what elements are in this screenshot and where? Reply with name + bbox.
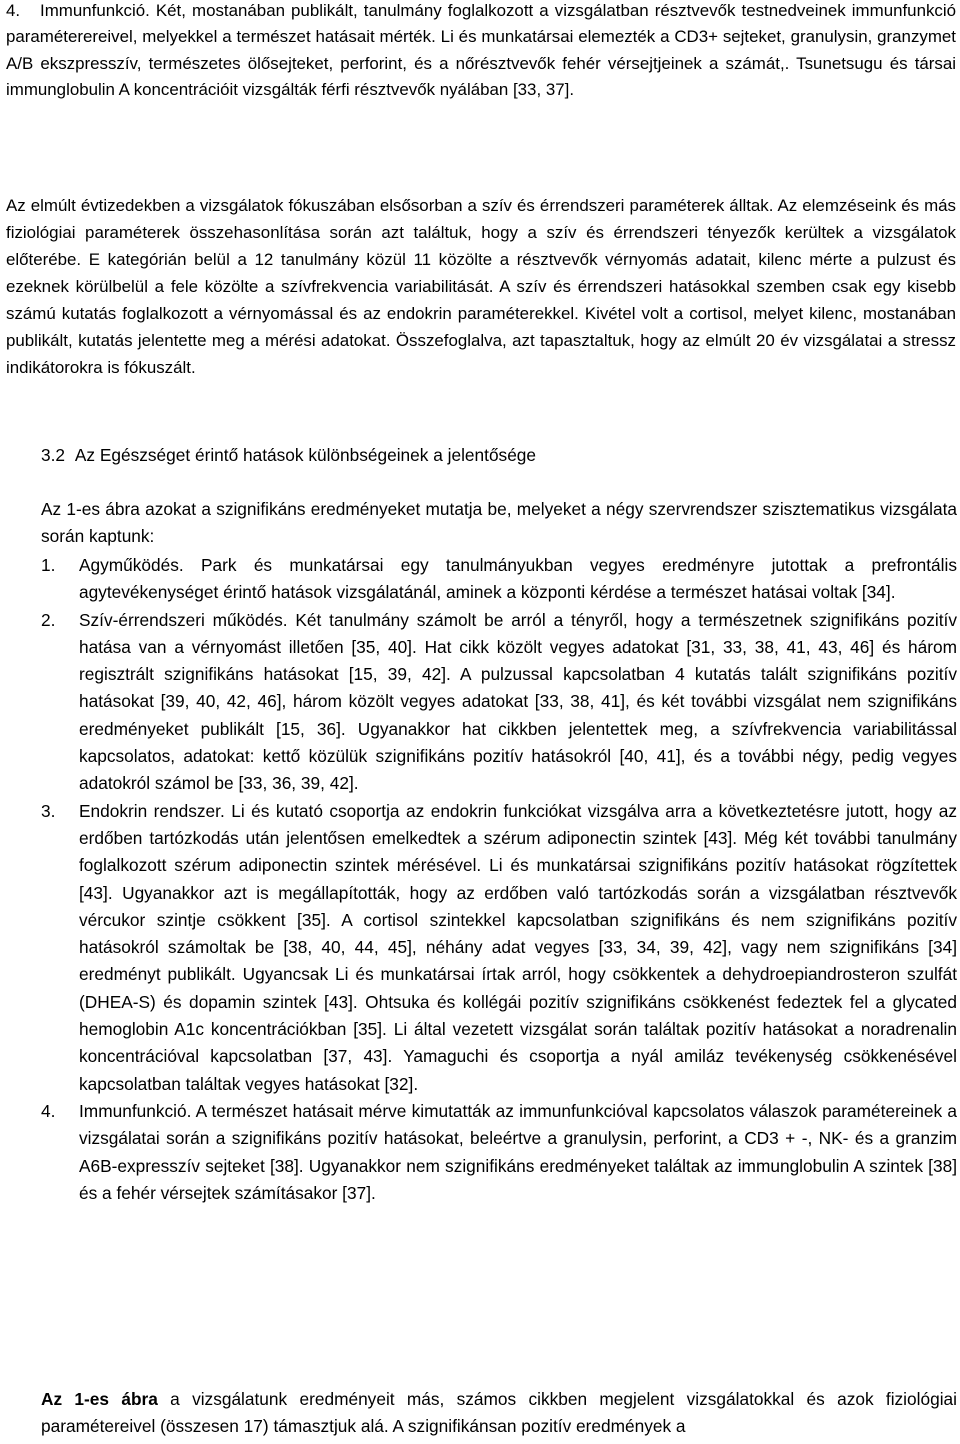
figure-reference: Az 1-es ábra: [41, 1389, 158, 1409]
list-number: 4.: [6, 1, 21, 20]
list-item-text: Agyműködés. Park és munkatársai egy tanulmányukban vegyes eredményre jutottak a prefrontális agytevékenységet érintő hatások vizsgálatánál, aminek a központi kérdése a természet hatásai voltak [34].: [79, 555, 957, 603]
list-number: 3.: [41, 800, 56, 821]
closing-paragraph: [41, 1386, 957, 1441]
list-item: [41, 1098, 957, 1207]
list-item-text: Endokrin rendszer. Li és kutató csoportja az endokrin funkciókat vizsgálva arra a következtetésre jutott, hogy az erdőben tartózkodás után jelentősen emelkedtek a szérum adiponectin szintek [43]. Még két további tanulmány foglalkozott szérum adiponectin szintek mérésével. Li és munkatársai szignifikáns pozitív hatásokat rögzítettek [43]. Ugyanakkor azt is megállapították, hogy az erdőben való tartózkodás során a vizsgálatban résztvevők vércukor szintje csökkent [35]. A cortisol szintekkel kapcsolatban szignifikáns és nem szignifikáns pozitív hatásokról számoltak be [38, 40, 44, 45], néhány adat vegyes [33, 34, 39, 42], vagy nem szignifikáns [34] eredményt publikált. Ugyancsak Li és munkatársai írtak arról, hogy csökkentek a dehydroepiandrosteron szulfát (DHEA-S) és dopamin szintek [43]. Ohtsuka és kollégái pozitív szignifikáns csökkenést fedeztek fel a glycated hemoglobin A1c koncentrációkban [35]. Li által vezetett vizsgálat során találtak pozitív hatásokat a noradrenalin koncentrációval kapcsolatban [37, 43]. Yamaguchi és csoportja a nyál amiláz tevékenység csökkenésével kapcsolatban találtak vegyes hatásokat [32].: [79, 800, 957, 1094]
section-number: 3.2: [41, 445, 66, 465]
intro-paragraph: Az 1-es ábra azokat a szignifikáns eredményeket mutatja be, melyeket a négy szervrendszer szisztematikus vizsgálata során kaptunk:: [41, 499, 957, 547]
list-item: [41, 552, 957, 607]
body-paragraph: Az elmúlt évtizedekben a vizsgálatok fókuszában elsősorban a szív és érrendszeri paraméterek álltak. Az elemzéseink és más fiziológiai paraméterek összehasonlítása során azt találtuk, hogy a szív és érrendszeri tényezők kerültek a vizsgálatok előterébe. E kategórián belül a 12 tanulmány közül 11 közölte a résztvevők vérnyomás adatait, kilenc mérte a pulzust és ezeknek körülbelül a fele közölte a szívfrekvencia variabilitását. A szív és érrendszeri hatásokkal szemben csak egy kisebb számú kutatás foglalkozott a vérnyomással és az endokrin paraméterekkel. Kivétel volt a cortisol, melyet kilenc, mostanában publikált, kutatás jelentette meg a mérési adatokat. Összefoglalva, azt tapasztaltuk, hogy az elmúlt 20 év vizsgálatai a stressz indikátorokra is fókuszált.: [6, 196, 956, 377]
list-number: 1.: [41, 555, 56, 575]
list-number: 2.: [41, 609, 56, 630]
section-title: Az Egészséget érintő hatások különbségeinek a jelentősége: [74, 445, 537, 465]
section-heading: [41, 442, 941, 469]
list-item: [41, 607, 957, 798]
list-item-immune-continued: [6, 0, 956, 104]
list-item-text: Immunfunkció. A természet hatásait mérve kimutatták az immunfunkcióval kapcsolatos válaszok paramétereinek a vizsgálatai során a szignifikáns pozitív hatásokat, beleértve a granulysin, perforint, a CD3 + -, NK- és a granzim A6B-expresszív sejteket [38]. Ugyanakkor nem szignifikáns eredményeket találtak az immunglobulin A szintek [38] és a fehér vérsejtek számításakor [37].: [79, 1100, 957, 1203]
numbered-list: [41, 552, 957, 1207]
list-item-text: Szív-érrendszeri működés. Két tanulmány számolt be arról a tényről, hogy a természetnek szignifikáns pozitív hatása van a vérnyomást illetően [35, 40]. Hat cikk közölt vegyes adatokat [31, 33, 38, 41, 43, 46] és három regisztrált szignifikáns hatásokat [15, 39, 42]. A pulzussal kapcsolatban 4 kutatás talált szignifikáns pozitív hatásokat [39, 40, 42, 46], három közölt vegyes adatokat [33, 38, 41], és két további vizsgálat nem szignifikáns eredményeket publikált [15, 36]. Ugyanakkor hat cikkben jelentettek meg, a szívfrekvencia variabilitással kapcsolatos, adatokat: kettő közülük szignifikáns pozitív hatásokról [40, 41], és a további négy, pedig vegyes adatokról számol be [33, 36, 39, 42].: [79, 609, 957, 794]
list-item: [41, 798, 957, 1098]
closing-text: a vizsgálatunk eredményeit más, számos cikkben megjelent vizsgálatokkal és azok fiziológiai paramétereivel (összesen 17) támasztjuk alá. A szignifikánsan pozitív eredmények a: [41, 1389, 957, 1437]
list-item-text: Immunfunkció. Két, mostanában publikált, tanulmány foglalkozott a vizsgálatban résztvevők testnedveinek immunfunkció paraméterereivel, melyekkel a természet hatásait mérték. Li és munkatársai elemezték a CD3+ sejteket, granulysin, granzymet A/B ekszpresszív, természetes ölősejteket, perforint, és a nőrésztvevők fehér vérsejtjeinek a számát,. Tsunetsugu és társai immunglobulin A koncentrációit vizsgálták férfi résztvevők nyálában [33, 37].: [6, 1, 956, 100]
list-number: 4.: [41, 1100, 56, 1121]
